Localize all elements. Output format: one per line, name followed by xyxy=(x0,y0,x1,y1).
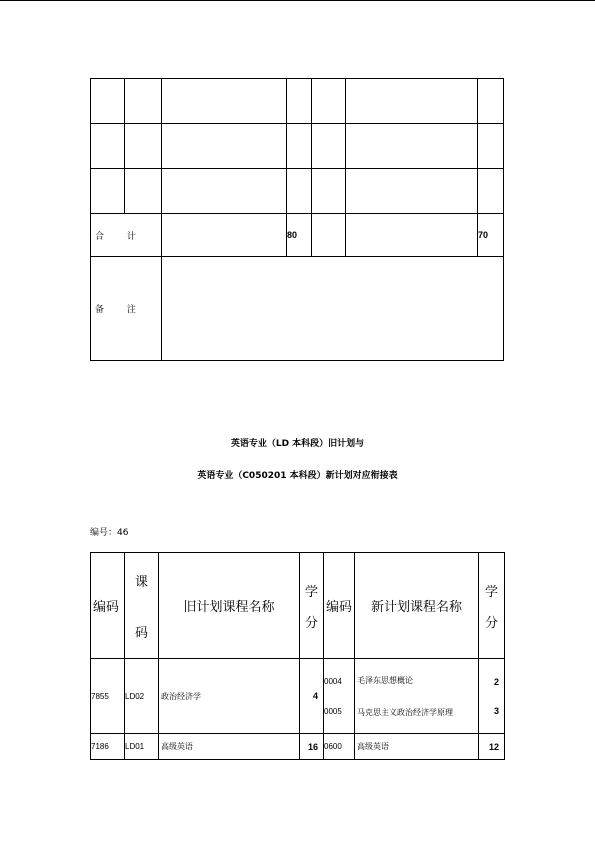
row-new-credits: 2 3 xyxy=(479,659,505,734)
row-new-names: 毛泽东思想概论 马克思主义政治经济学原理 xyxy=(355,659,479,734)
table-row xyxy=(91,734,505,760)
header-old-credit: 学 分 xyxy=(300,553,324,659)
row-old-name: 政治经济学 xyxy=(159,659,300,734)
document-title-line2: 英语专业（C050201 本科段）新计划对应衔接表 xyxy=(197,471,398,481)
total-row xyxy=(91,214,504,257)
course-mapping-table xyxy=(90,552,505,760)
row-code: 7855 xyxy=(91,659,125,734)
table-row xyxy=(91,659,505,734)
row-old-credit: 4 xyxy=(300,659,324,734)
remarks-content xyxy=(162,257,504,361)
row-new-codes: 0004 0005 xyxy=(324,659,355,734)
row-code: 7186 xyxy=(91,734,125,760)
total-old-credits: 80 xyxy=(287,214,312,257)
remarks-label: 备 注 xyxy=(91,257,162,361)
total-label: 合 计 xyxy=(91,214,162,257)
header-course-code: 课 码 xyxy=(125,553,159,659)
header-new-credit: 学 分 xyxy=(479,553,505,659)
table-row xyxy=(91,124,504,169)
document-number: 编号：46 xyxy=(90,528,129,538)
header-code: 编码 xyxy=(91,553,125,659)
header-new-code: 编码 xyxy=(324,553,355,659)
table-row xyxy=(91,169,504,214)
row-course-code: LD02 xyxy=(125,659,159,734)
page-top-rule xyxy=(0,0,595,1)
row-course-code: LD01 xyxy=(125,734,159,760)
row-new-code: 0600 xyxy=(324,734,355,760)
table-row xyxy=(91,79,504,124)
row-old-name: 高级英语 xyxy=(159,734,300,760)
remarks-row xyxy=(91,257,504,361)
total-new-credits: 70 xyxy=(478,214,504,257)
header-row xyxy=(91,553,505,659)
row-old-credit: 16 xyxy=(300,734,324,760)
header-new-course-name: 新计划课程名称 xyxy=(355,553,479,659)
header-old-course-name: 旧计划课程名称 xyxy=(159,553,300,659)
row-new-name: 高级英语 xyxy=(355,734,479,760)
previous-mapping-table xyxy=(90,78,504,361)
document-title-line1: 英语专业（LD 本科段）旧计划与 xyxy=(230,439,365,449)
row-new-credit: 12 xyxy=(479,734,505,760)
